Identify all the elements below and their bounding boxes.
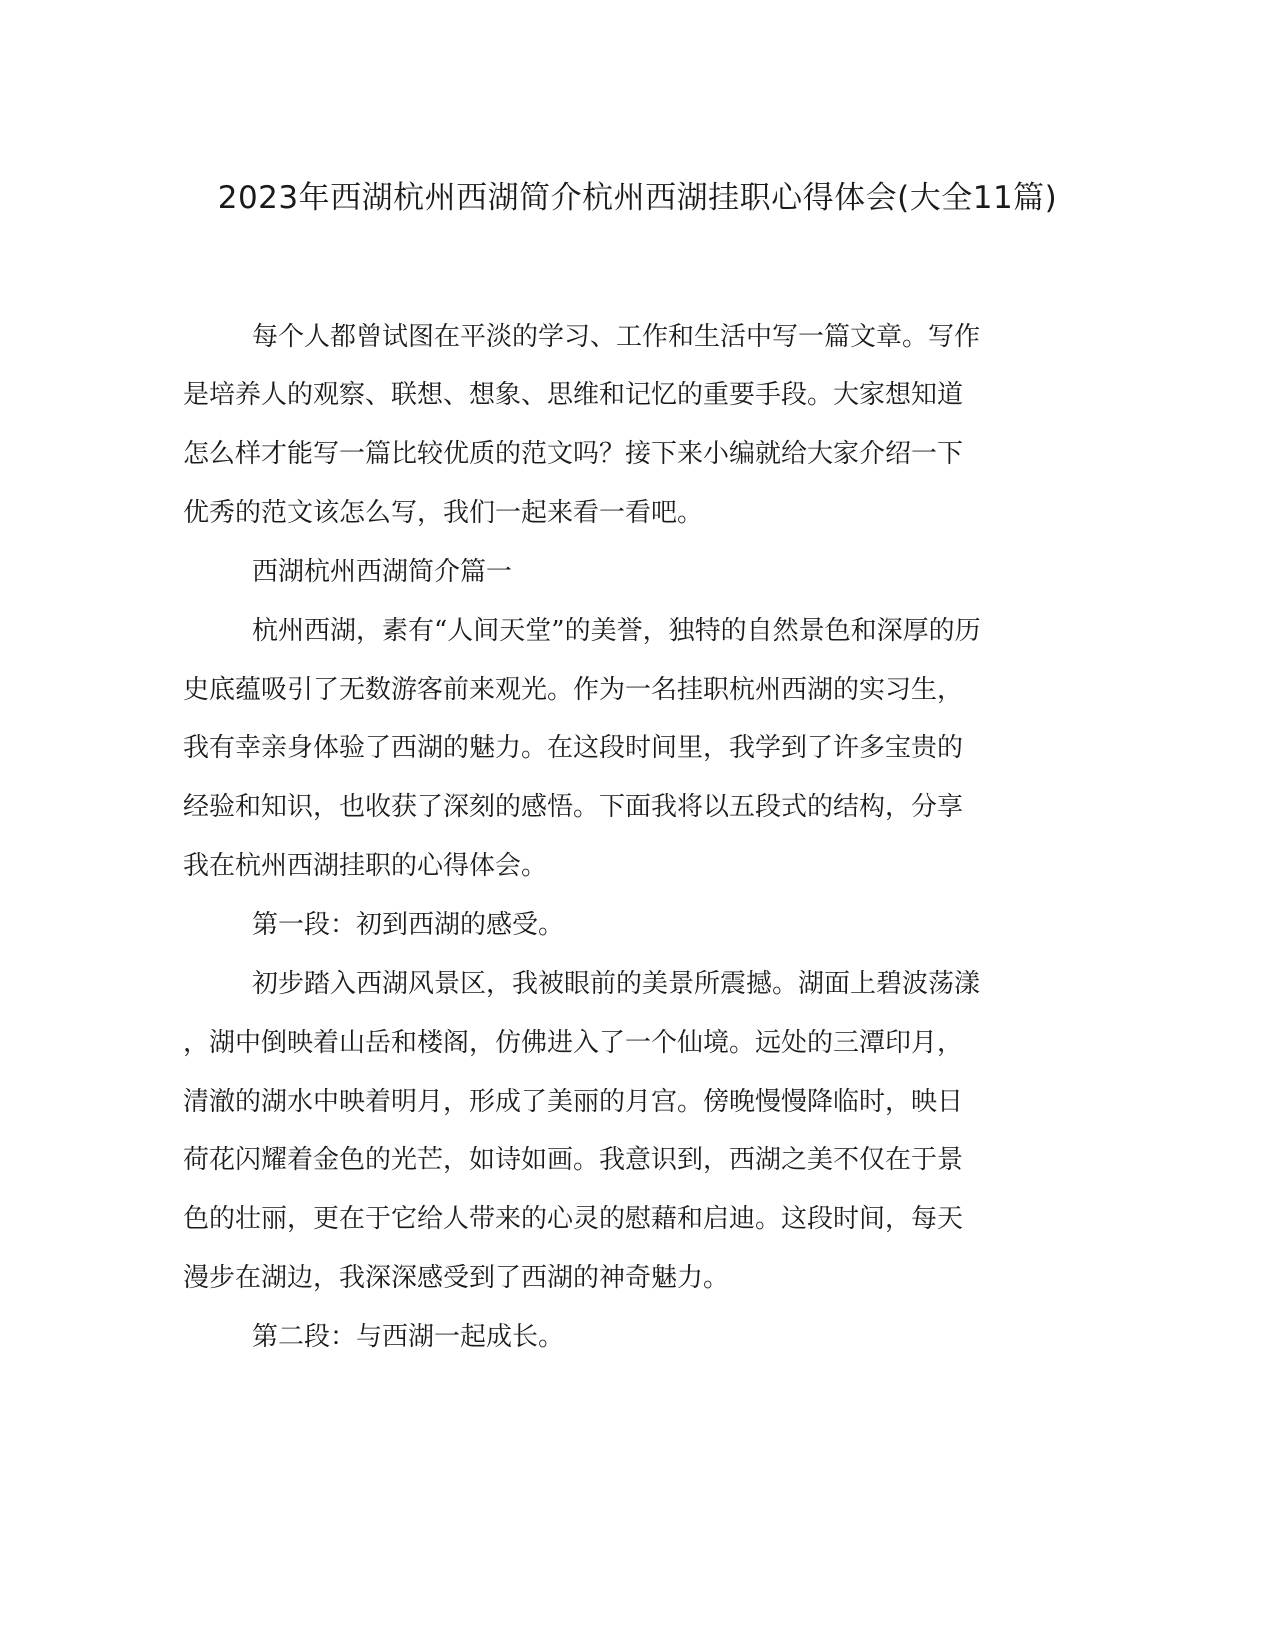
body-line: 色的壮丽，更在于它给人带来的心灵的慰藉和启迪。这段时间，每天 xyxy=(183,1204,964,1234)
paragraph-heading: 第二段：与西湖一起成长。 xyxy=(252,1322,565,1352)
body-line: 杭州西湖，素有“人间天堂”的美誉，独特的自然景色和深厚的历 xyxy=(252,616,981,646)
section-heading: 西湖杭州西湖简介篇一 xyxy=(252,557,513,587)
body-line: 我在杭州西湖挂职的心得体会。 xyxy=(183,851,548,881)
body-line: ，湖中倒映着山岳和楼阁，仿佛进入了一个仙境。远处的三潭印月， xyxy=(183,1028,964,1058)
body-line: 是培养人的观察、联想、想象、思维和记忆的重要手段。大家想知道 xyxy=(183,380,964,410)
body-line: 怎么样才能写一篇比较优质的范文吗？接下来小编就给大家介绍一下 xyxy=(183,439,964,469)
body-line: 荷花闪耀着金色的光芒，如诗如画。我意识到，西湖之美不仅在于景 xyxy=(183,1145,964,1175)
body-line: 经验和知识，也收获了深刻的感悟。下面我将以五段式的结构，分享 xyxy=(183,792,964,822)
body-line: 清澈的湖水中映着明月，形成了美丽的月宫。傍晚慢慢降临时，映日 xyxy=(183,1087,964,1117)
body-line: 每个人都曾试图在平淡的学习、工作和生活中写一篇文章。写作 xyxy=(252,322,981,352)
document-title: 2023年西湖杭州西湖简介杭州西湖挂职心得体会(大全11篇) xyxy=(217,180,1058,216)
body-line: 初步踏入西湖风景区，我被眼前的美景所震撼。湖面上碧波荡漾 xyxy=(252,969,981,999)
paragraph-heading: 第一段：初到西湖的感受。 xyxy=(252,910,565,940)
body-line: 史底蕴吸引了无数游客前来观光。作为一名挂职杭州西湖的实习生， xyxy=(183,675,964,705)
body-line: 优秀的范文该怎么写，我们一起来看一看吧。 xyxy=(183,498,704,528)
body-line: 漫步在湖边，我深深感受到了西湖的神奇魅力。 xyxy=(183,1263,730,1293)
body-line: 我有幸亲身体验了西湖的魅力。在这段时间里，我学到了许多宝贵的 xyxy=(183,733,964,763)
